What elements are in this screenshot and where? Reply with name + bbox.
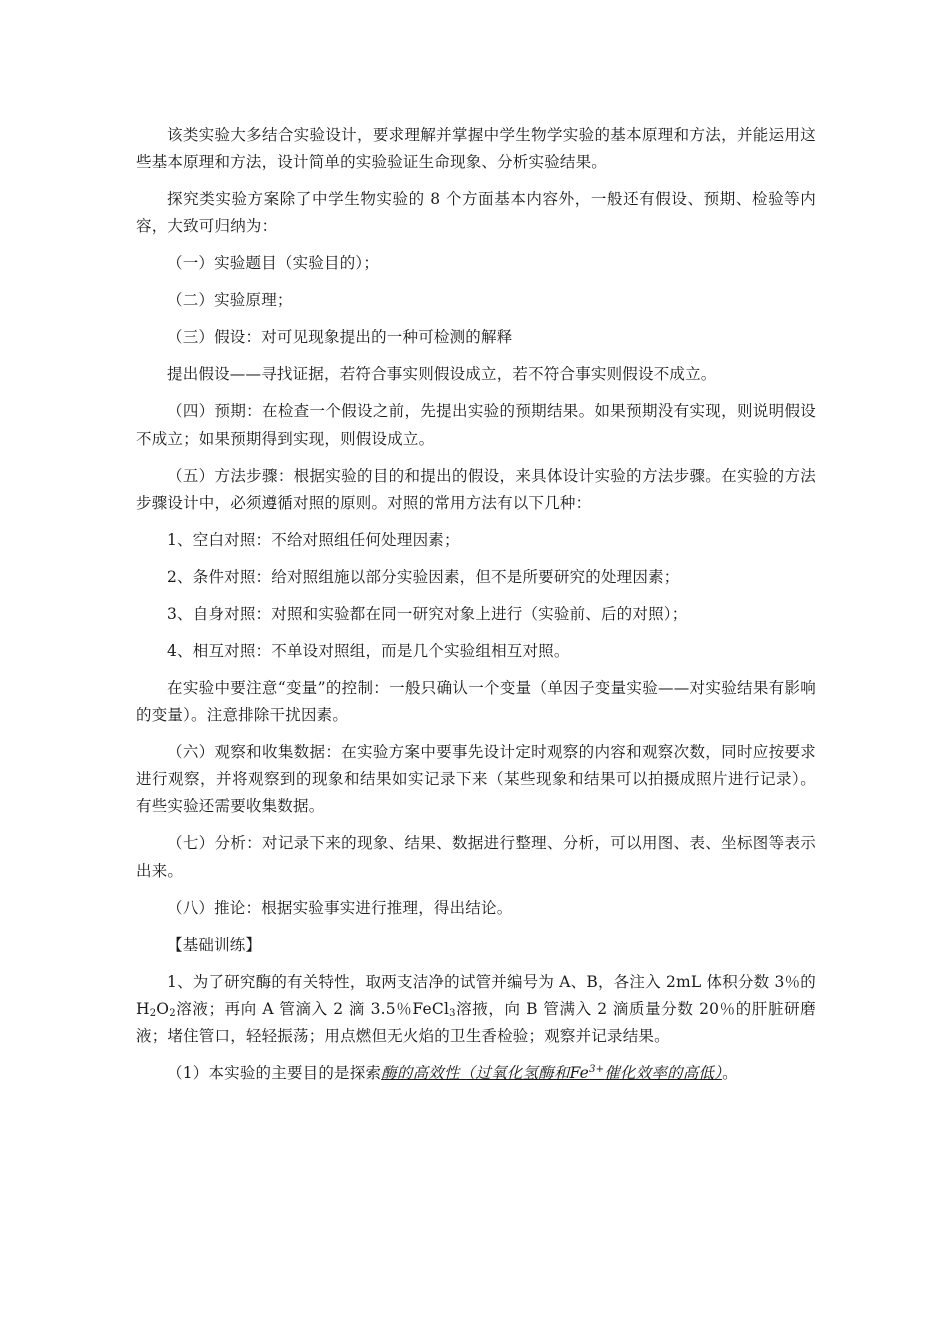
question-1 (136, 969, 816, 1051)
step-8: （八）推论：根据实验事实进行推理，得出结论。 (167, 898, 513, 917)
subscript: 3 (449, 1007, 456, 1019)
step-6: （六）观察和收集数据：在实验方案中要事先设计定时观察的内容和观察次数，同时应按要求进行观察，并将观察到的现象和结果如实记录下来（某些现象和结果可以拍摄成照片进行记录）。有些实验还需要收集数据。 (136, 743, 816, 816)
document-body (136, 122, 816, 1097)
training-heading: 【基础训练】 (167, 935, 262, 954)
question-1-text-a: 1、为了研究酶的有关特性，取两支洁净的试管并编号为 A、B，各注入 2mL 体积分数 3％的 H (136, 972, 816, 1018)
question-1-text-b: O (156, 999, 170, 1018)
control-method-3: 3、自身对照：对照和实验都在同一研究对象上进行（实验前、后的对照）； (167, 604, 688, 623)
part-1-end: 。 (722, 1064, 738, 1083)
answer-text-a: 酶的高效性（过氧化氢酶和Fe (381, 1064, 590, 1083)
question-1-part-1 (136, 1060, 816, 1087)
step-7: （七）分析：对记录下来的现象、结果、数据进行整理、分析，可以用图、表、坐标图等表示出来。 (136, 834, 816, 880)
subscript: 2 (169, 1007, 176, 1019)
part-1-answer (381, 1064, 722, 1082)
control-method-4: 4、相互对照：不单设对照组，而是几个实验组相互对照。 (167, 641, 570, 660)
step-4: （四）预期：在检查一个假设之前，先提出实验的预期结果。如果预期没有实现，则说明假设不成立；如果预期得到实现，则假设成立。 (136, 402, 816, 448)
answer-text-b: 催化效率的高低） (604, 1064, 723, 1083)
step-3-note: 提出假设——寻找证据，若符合事实则假设成立，若不符合事实则假设不成立。 (167, 365, 717, 384)
step-3: （三）假设：对可见现象提出的一种可检测的解释 (167, 328, 513, 347)
question-1-text-c: 溶液；再向 A 管滴入 2 滴 3.5％FeCl (175, 999, 450, 1018)
variable-note: 在实验中要注意“变量”的控制：一般只确认一个变量（单因子变量实验——对实验结果有影响的变量）。注意排除干扰因素。 (136, 678, 816, 725)
part-1-prompt: （1）本实验的主要目的是探索 (167, 1064, 382, 1083)
superscript: 3+ (589, 1064, 605, 1076)
question-1-text-d: 溶掖，向 B 管满入 2 滴质量分数 20％的肝脏研磨液；堵住管口，轻轻振荡；用点燃但无火焰的卫生香检验；观察并记录结果。 (136, 999, 816, 1046)
step-5: （五）方法步骤：根据实验的目的和提出的假设，来具体设计实验的方法步骤。在实验的方法步骤设计中，必须遵循对照的原则。对照的常用方法有以下几种： (136, 466, 816, 512)
step-1: （一）实验题目（实验目的）； (167, 254, 380, 273)
intro-paragraph-2: 探究类实验方案除了中学生物实验的 8 个方面基本内容外，一般还有假设、预期、检验等内容，大致可归纳为： (136, 190, 816, 236)
subscript: 2 (149, 1007, 157, 1019)
control-method-2: 2、条件对照：给对照组施以部分实验因素，但不是所要研究的处理因素； (167, 567, 680, 586)
control-method-1: 1、空白对照：不给对照组任何处理因素； (167, 530, 460, 549)
step-2: （二）实验原理； (167, 291, 293, 310)
intro-paragraph-1: 该类实验大多结合实验设计，要求理解并掌握中学生物学实验的基本原理和方法，并能运用这些基本原理和方法，设计简单的实验验证生命现象、分析实验结果。 (136, 126, 816, 172)
